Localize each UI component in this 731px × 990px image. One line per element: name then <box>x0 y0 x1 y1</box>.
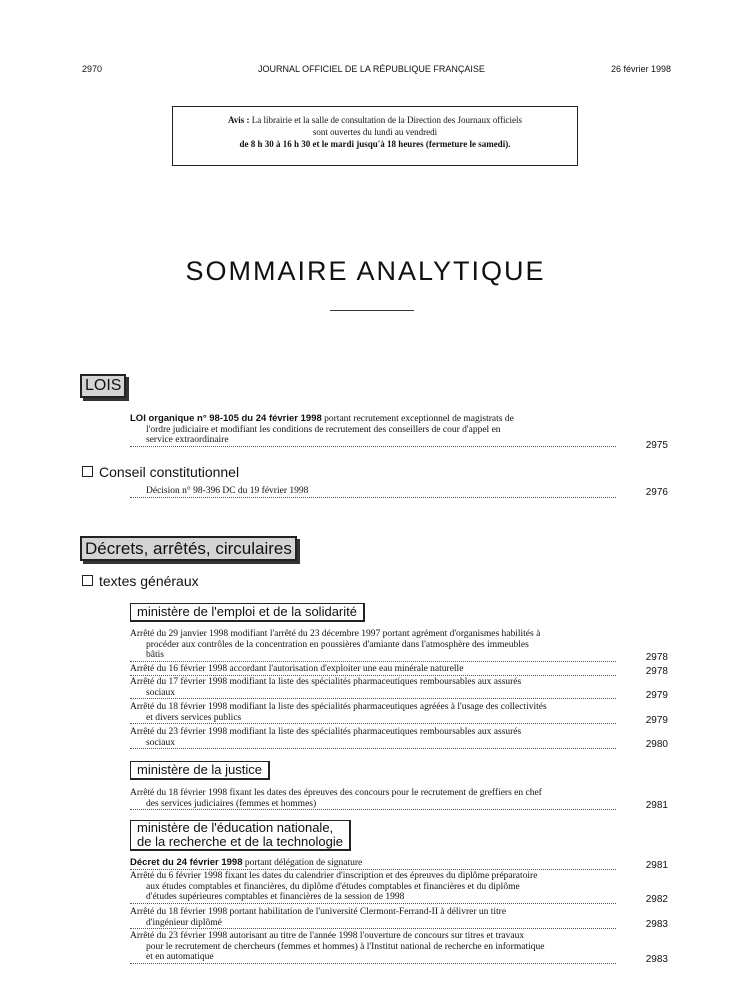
loi-line-2: l'ordre judiciaire et modifiant les conditions de recrutement des conseillers de cour d'appel en <box>146 424 501 435</box>
entry-line: d'études supérieures comptables et financières de la session de 1998 <box>130 892 616 904</box>
page-number: 2970 <box>82 64 103 74</box>
notice-label: Avis : <box>227 115 250 125</box>
conseil-label: Conseil constitutionnel <box>99 464 240 480</box>
title-divider <box>330 310 414 311</box>
entry-line: Arrêté du 18 février 1998 modifiant la liste des spécialités pharmaceutiques agréées à l'usage des collectivités <box>130 702 547 712</box>
textes-generaux-heading <box>82 573 199 589</box>
entry-line: Arrêté du 23 février 1998 autorisant au titre de l'année 1998 l'ouverture de concours sur titres et travaux <box>130 931 525 941</box>
lois-section-heading: LOIS <box>80 374 126 398</box>
entry-line: Arrêté du 18 février 1998 portant habilitation de l'université Clermont-Ferrand-II à délivrer un titre <box>130 907 507 917</box>
loi-page: 2975 <box>645 440 668 451</box>
conseil-constitutionnel-heading <box>82 464 239 480</box>
entry-page: 2981 <box>645 800 668 811</box>
emploi-entry-1 <box>130 629 616 662</box>
entry-line: des services judiciaires (femmes et hommes) <box>130 799 616 811</box>
decret-rest: portant délégation de signature <box>244 858 363 868</box>
page-title: SOMMAIRE ANALYTIQUE <box>185 256 546 286</box>
entry-line: et en automatique <box>130 952 616 964</box>
entry-line: et divers services publics <box>130 713 616 725</box>
entry-line: Arrêté du 17 février 1998 modifiant la liste des spécialités pharmaceutiques remboursables aux assurés <box>130 677 522 687</box>
loi-title: LOI organique n° 98-105 du 24 février 1998 <box>130 413 322 424</box>
entry-line: aux études comptables et financières, du diplôme d'études comptables et financières et du diplôme <box>146 881 520 892</box>
notice-line-3: de 8 h 30 à 16 h 30 et le mardi jusqu'à 18 heures (fermeture le samedi). <box>239 139 511 149</box>
checkbox-icon <box>82 575 93 586</box>
decision-entry <box>130 486 616 498</box>
notice-line-2: sont ouvertes du lundi au vendredi <box>312 127 438 137</box>
justice-entry-1 <box>130 788 616 810</box>
entry-line: sociaux <box>130 688 616 700</box>
decrets-section-heading: Décrets, arrêtés, circulaires <box>80 536 297 561</box>
decision-text: Décision n° 98-396 DC du 19 février 1998 <box>146 486 309 496</box>
entry-line: sociaux <box>130 738 616 750</box>
decision-page: 2976 <box>645 487 668 498</box>
emploi-entry-3 <box>130 677 616 699</box>
ministry-justice-heading: ministère de la justice <box>130 761 270 780</box>
education-entry-3 <box>130 931 616 964</box>
journal-title: JOURNAL OFFICIEL DE LA RÉPUBLIQUE FRANÇAISE <box>258 64 485 74</box>
notice-line-1: La librairie et la salle de consultation de la Direction des Journaux officiels <box>251 115 523 125</box>
ministry-education-line-1: ministère de l'éducation nationale, <box>137 820 334 835</box>
education-entry-1 <box>130 871 616 904</box>
entry-page: 2979 <box>645 690 668 701</box>
entry-page: 2978 <box>645 652 668 663</box>
entry-line: pour le recrutement de chercheurs (femmes et hommes) à l'Institut national de recherche en informatique <box>146 941 545 952</box>
opening-hours-notice <box>172 106 578 166</box>
decret-title: Décret du 24 février 1998 <box>130 857 243 868</box>
entry-page: 2978 <box>645 666 668 677</box>
emploi-entry-4 <box>130 702 616 724</box>
ministry-education-line-2: de la recherche et de la technologie <box>137 834 343 849</box>
entry-line: Arrêté du 16 février 1998 accordant l'autorisation d'exploiter une eau minérale naturelle <box>130 664 616 676</box>
education-decret-entry <box>130 858 616 870</box>
entry-line: d'ingénieur diplômé <box>130 918 616 930</box>
entry-line: Arrêté du 29 janvier 1998 modifiant l'arrêté du 23 décembre 1997 portant agrément d'organismes habilités à <box>130 629 541 639</box>
entry-page: 2983 <box>645 954 668 965</box>
entry-page: 2982 <box>645 894 668 905</box>
decret-page: 2981 <box>645 860 668 871</box>
entry-page: 2983 <box>645 919 668 930</box>
entry-line: Arrêté du 6 février 1998 fixant les dates du calendrier d'inscription et des épreuves du diplôme préparatoire <box>130 871 538 881</box>
emploi-entry-2 <box>130 664 616 676</box>
ministry-emploi-heading: ministère de l'emploi et de la solidarité <box>130 603 365 622</box>
emploi-entry-5 <box>130 727 616 749</box>
loi-title-rest: portant recrutement exceptionnel de magistrats de <box>324 414 514 424</box>
textes-label: textes généraux <box>99 573 199 589</box>
entry-line: bâtis <box>130 650 616 662</box>
loi-line-3: service extraordinaire <box>130 435 616 447</box>
entry-line: Arrêté du 23 février 1998 modifiant la liste des spécialités pharmaceutiques remboursables aux assurés <box>130 727 522 737</box>
loi-organique-entry <box>130 414 616 447</box>
entry-line: Arrêté du 18 février 1998 fixant les dates des épreuves des concours pour le recrutement de greffiers en chef <box>130 788 542 798</box>
ministry-education-heading <box>130 820 351 851</box>
entry-page: 2980 <box>645 739 668 750</box>
checkbox-icon <box>82 466 93 477</box>
education-entry-2 <box>130 907 616 929</box>
entry-line: procéder aux contrôles de la concentration en poussières d'amiante dans l'atmosphère des immeubles <box>146 639 529 650</box>
issue-date: 26 février 1998 <box>611 64 672 74</box>
entry-page: 2979 <box>645 715 668 726</box>
